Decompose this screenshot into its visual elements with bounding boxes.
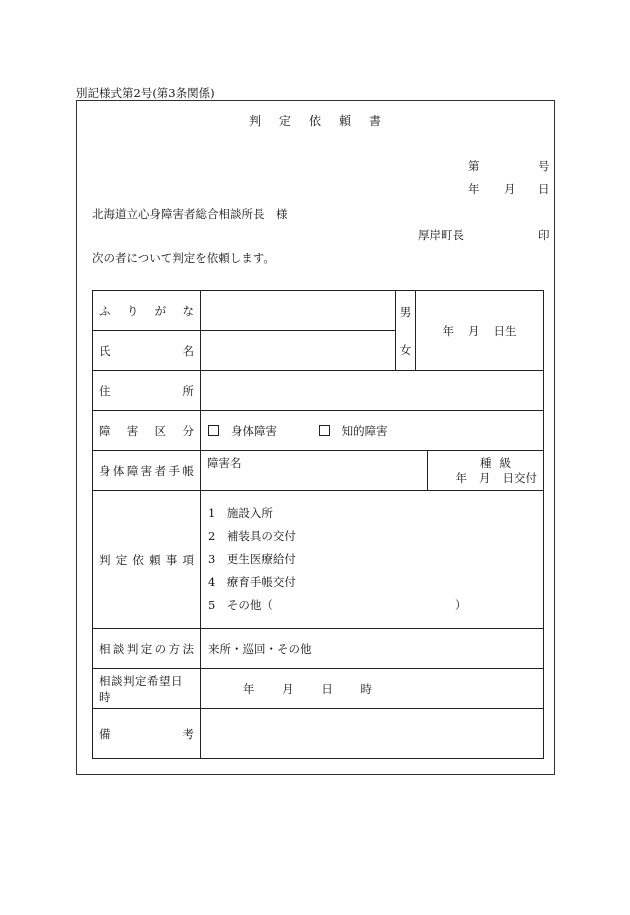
desired-year: 年 [243, 681, 255, 696]
intellectual-option-label: 知的障害 [341, 423, 388, 438]
desired-date-field[interactable] [201, 669, 544, 709]
birth-day: 日生 [493, 323, 517, 338]
request-table [92, 290, 544, 759]
birth-year: 年 [442, 323, 454, 338]
request-item[interactable]: 1 施設入所 [208, 506, 273, 520]
row-handbook [93, 451, 544, 491]
method-value[interactable]: 来所・巡回・その他 [201, 629, 544, 669]
row-address [93, 371, 544, 411]
label-furigana: ふ り が な [93, 291, 201, 331]
desired-day: 日 [321, 681, 333, 696]
form-number-label: 別記様式第2号(第3条関係) [76, 86, 215, 100]
address-field[interactable] [201, 371, 544, 411]
sex-cell[interactable] [396, 291, 416, 371]
label-disability-type: 障 害 区 分 [93, 411, 201, 451]
desired-month: 月 [282, 681, 294, 696]
label-method: 相 談 判 定 の 方 法 [93, 629, 201, 669]
name-field[interactable] [201, 331, 396, 371]
title-char: 定 [278, 114, 291, 128]
request-items [201, 491, 544, 629]
row-disability-type [93, 411, 544, 451]
request-item[interactable]: 5 その他（ ） [208, 594, 543, 617]
handbook-disability-field[interactable] [201, 451, 428, 491]
request-item[interactable]: 2 補装具の交付 [208, 529, 296, 543]
label-request: 判 定 依 頼 事 項 [93, 491, 201, 629]
request-item[interactable]: 3 更生医療給付 [208, 552, 296, 566]
request-item[interactable]: 4 療育手帳交付 [208, 575, 296, 589]
label-handbook: 身 体 障 害 者 手 帳 [93, 451, 201, 491]
disability-name-label: 障害名 [207, 456, 242, 470]
label-remarks: 備 考 [93, 709, 201, 759]
row-method [93, 629, 544, 669]
row-furigana [93, 291, 544, 331]
label-desired-date: 相談判定希望日時 [93, 669, 201, 709]
number-prefix: 第 [468, 159, 480, 173]
kind-label: 種 [480, 455, 492, 470]
furigana-field[interactable] [201, 291, 396, 331]
date-day: 日 [538, 182, 550, 196]
label-name: 氏 名 [93, 331, 201, 371]
row-desired-date [93, 669, 544, 709]
row-remarks [93, 709, 544, 759]
title-char: 頼 [339, 114, 352, 128]
birth-month: 月 [468, 323, 480, 338]
title-char: 依 [308, 114, 321, 128]
label-address: 住 所 [93, 371, 201, 411]
seal-mark: 印 [538, 228, 550, 242]
title-char: 書 [369, 114, 382, 128]
date-month: 月 [504, 182, 516, 196]
physical-option-label: 身体障害 [231, 423, 277, 438]
date-year: 年 [468, 182, 480, 196]
addressee: 北海道立心身障害者総合相談所長 様 [92, 207, 288, 221]
intellectual-checkbox[interactable] [319, 425, 330, 436]
issue-month: 月 [479, 470, 491, 485]
sender-name: 厚岸町長 [418, 228, 464, 242]
row-request [93, 491, 544, 629]
other-close-paren: ） [455, 598, 467, 612]
sex-female: 女 [399, 342, 412, 357]
disability-type-options [201, 411, 544, 451]
sex-male: 男 [399, 304, 412, 319]
document-title [0, 112, 630, 129]
desired-hour: 時 [360, 681, 372, 696]
remarks-field[interactable] [201, 709, 544, 759]
grade-label: 級 [499, 455, 511, 470]
issue-year: 年 [455, 470, 467, 485]
handbook-grade-cell[interactable] [428, 451, 544, 491]
number-suffix: 号 [538, 159, 550, 173]
issue-day: 日交付 [502, 470, 537, 485]
title-char: 判 [248, 114, 261, 128]
intro-text: 次の者について判定を依頼します。 [92, 251, 275, 265]
physical-checkbox[interactable] [208, 425, 219, 436]
birthdate-cell[interactable] [416, 291, 544, 371]
